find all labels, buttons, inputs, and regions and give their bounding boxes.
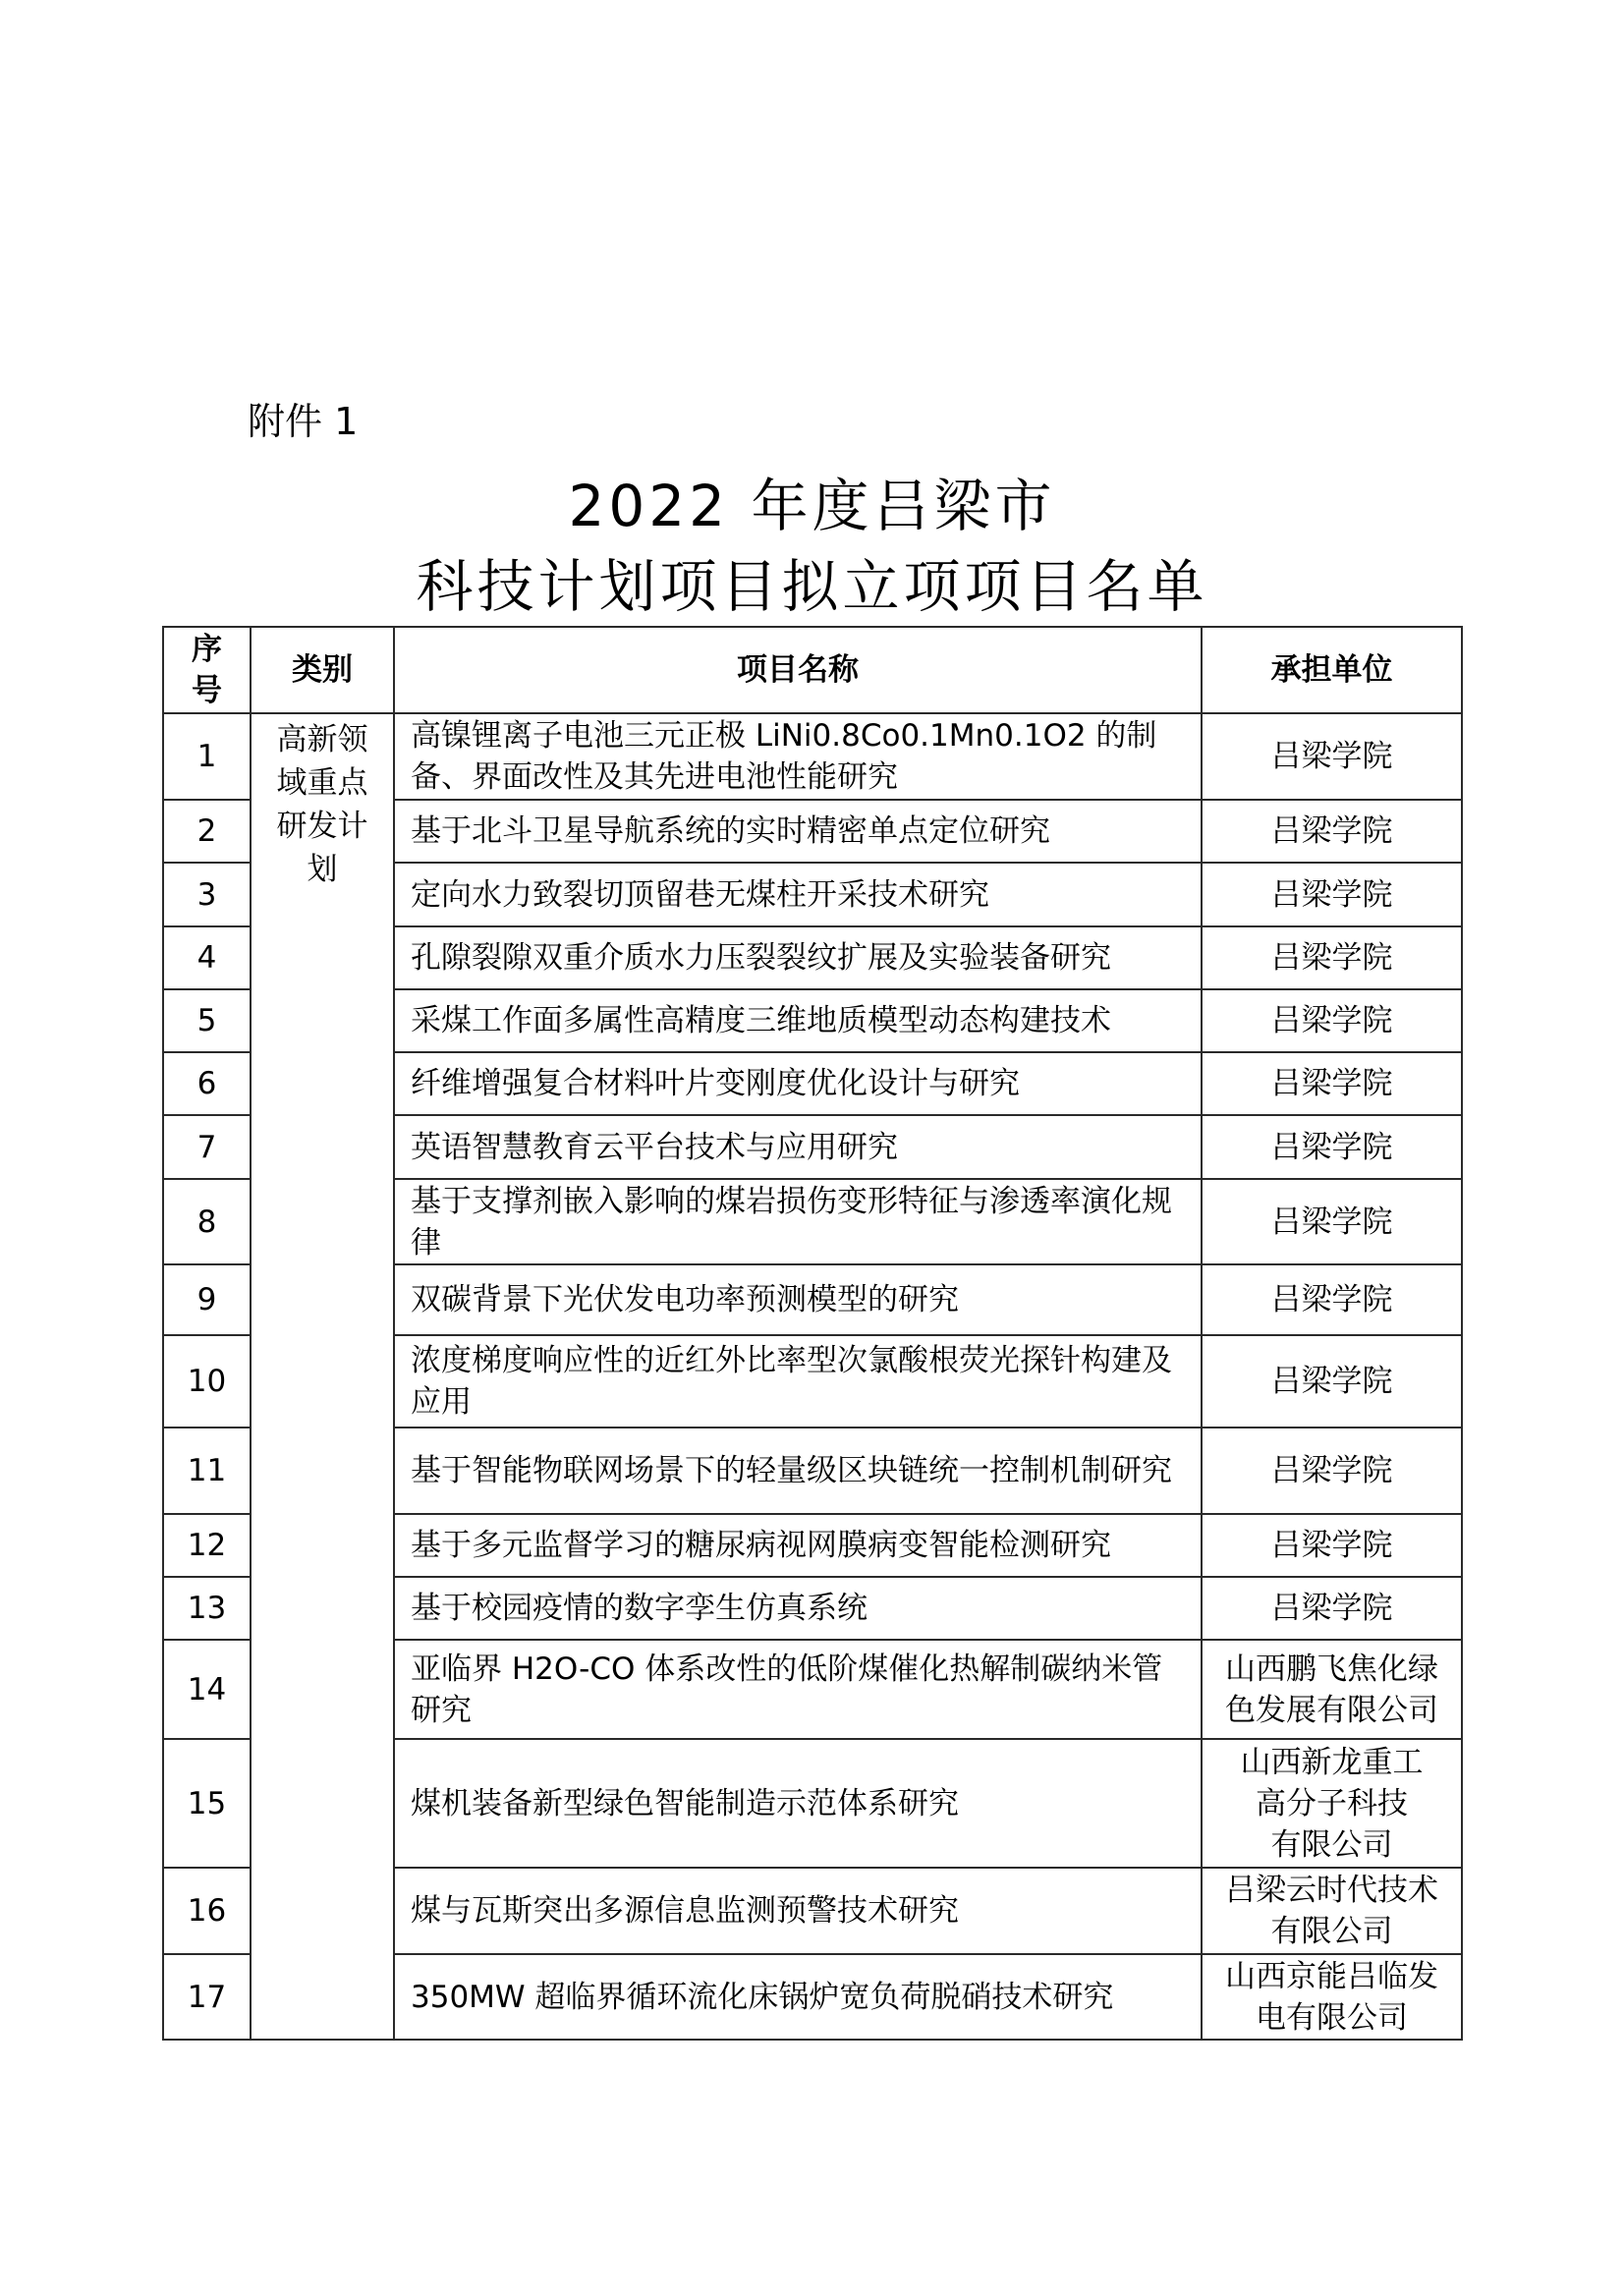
project-unit	[1202, 1264, 1462, 1335]
table-row	[163, 713, 1462, 800]
project-name: 双碳背景下光伏发电功率预测模型的研究	[394, 1264, 1202, 1335]
row-number: 16	[163, 1868, 251, 1954]
row-number: 6	[163, 1052, 251, 1115]
project-unit	[1202, 1179, 1462, 1264]
category-cell	[251, 713, 394, 2040]
project-unit	[1202, 926, 1462, 989]
unit-line: 山西新龙重工	[1240, 1744, 1424, 1780]
project-name: 基于校园疫情的数字孪生仿真系统	[394, 1577, 1202, 1640]
unit-line: 电有限公司	[1256, 1999, 1408, 2036]
unit-line: 吕梁学院	[1270, 1066, 1393, 1101]
project-name: 基于支撑剂嵌入影响的煤岩损伤变形特征与渗透率演化规律	[394, 1179, 1202, 1264]
row-number: 15	[163, 1739, 251, 1868]
header-serial-number	[163, 627, 251, 713]
project-unit	[1202, 800, 1462, 863]
unit-line: 吕梁学院	[1270, 1204, 1393, 1240]
category-label: 高新领域重点研发计划	[276, 722, 368, 887]
unit-line: 吕梁学院	[1270, 1591, 1393, 1626]
unit-line: 吕梁学院	[1270, 1129, 1393, 1165]
header-unit: 承担单位	[1202, 627, 1462, 713]
project-name: 高镍锂离子电池三元正极 LiNi0.8Co0.1Mn0.1O2 的制备、界面改性及其先进电池性能研究	[394, 713, 1202, 800]
project-list-table	[162, 626, 1463, 2041]
project-unit	[1202, 1739, 1462, 1868]
row-number: 14	[163, 1640, 251, 1739]
project-name: 浓度梯度响应性的近红外比率型次氯酸根荧光探针构建及应用	[394, 1335, 1202, 1428]
unit-line: 吕梁学院	[1270, 739, 1393, 774]
project-name: 亚临界 H2O-CO 体系改性的低阶煤催化热解制碳纳米管研究	[394, 1640, 1202, 1739]
project-name: 基于北斗卫星导航系统的实时精密单点定位研究	[394, 800, 1202, 863]
project-unit	[1202, 1954, 1462, 2040]
project-name: 基于多元监督学习的糖尿病视网膜病变智能检测研究	[394, 1514, 1202, 1577]
project-unit	[1202, 989, 1462, 1052]
row-number: 3	[163, 863, 251, 926]
attachment-label: 附件 1	[248, 400, 359, 443]
unit-line: 有限公司	[1270, 1914, 1393, 1949]
table-header-row	[163, 627, 1462, 713]
row-number: 17	[163, 1954, 251, 2040]
row-number: 12	[163, 1514, 251, 1577]
row-number: 7	[163, 1115, 251, 1179]
project-name: 英语智慧教育云平台技术与应用研究	[394, 1115, 1202, 1179]
header-serial-number-line-2: 号	[192, 673, 222, 708]
project-name: 煤与瓦斯突出多源信息监测预警技术研究	[394, 1868, 1202, 1954]
project-name: 采煤工作面多属性高精度三维地质模型动态构建技术	[394, 989, 1202, 1052]
unit-line: 色发展有限公司	[1225, 1692, 1438, 1728]
project-unit	[1202, 713, 1462, 800]
unit-line: 有限公司	[1270, 1826, 1393, 1863]
row-number: 5	[163, 989, 251, 1052]
unit-line: 吕梁学院	[1270, 1453, 1393, 1488]
unit-line: 吕梁学院	[1270, 1282, 1393, 1317]
project-unit	[1202, 1052, 1462, 1115]
header-serial-number-line-1: 序	[192, 632, 222, 667]
project-unit	[1202, 1335, 1462, 1428]
header-category: 类别	[251, 627, 394, 713]
document-title-line-1: 2022 年度吕梁市	[568, 473, 1056, 539]
project-unit	[1202, 1514, 1462, 1577]
row-number: 8	[163, 1179, 251, 1264]
row-number: 1	[163, 713, 251, 800]
unit-line: 吕梁学院	[1270, 1003, 1393, 1038]
unit-line: 吕梁学院	[1270, 1364, 1393, 1399]
project-unit	[1202, 1577, 1462, 1640]
project-name: 孔隙裂隙双重介质水力压裂裂纹扩展及实验装备研究	[394, 926, 1202, 989]
unit-line: 吕梁云时代技术	[1225, 1873, 1438, 1908]
document-title-line-2: 科技计划项目拟立项项目名单	[416, 553, 1208, 620]
project-name: 纤维增强复合材料叶片变刚度优化设计与研究	[394, 1052, 1202, 1115]
project-name: 煤机装备新型绿色智能制造示范体系研究	[394, 1739, 1202, 1868]
row-number: 4	[163, 926, 251, 989]
row-number: 10	[163, 1335, 251, 1428]
row-number: 13	[163, 1577, 251, 1640]
project-name: 350MW 超临界循环流化床锅炉宽负荷脱硝技术研究	[394, 1954, 1202, 2040]
row-number: 11	[163, 1428, 251, 1514]
project-unit	[1202, 1115, 1462, 1179]
header-project-name: 项目名称	[394, 627, 1202, 713]
unit-line: 高分子科技	[1256, 1785, 1408, 1821]
project-name: 基于智能物联网场景下的轻量级区块链统一控制机制研究	[394, 1428, 1202, 1514]
project-name: 定向水力致裂切顶留巷无煤柱开采技术研究	[394, 863, 1202, 926]
row-number: 2	[163, 800, 251, 863]
row-number: 9	[163, 1264, 251, 1335]
unit-line: 山西鹏飞焦化绿	[1225, 1651, 1438, 1687]
unit-line: 吕梁学院	[1270, 876, 1393, 913]
unit-line: 山西京能吕临发	[1225, 1958, 1438, 1994]
unit-line: 吕梁学院	[1270, 940, 1393, 976]
project-unit	[1202, 863, 1462, 926]
project-unit	[1202, 1640, 1462, 1739]
project-unit	[1202, 1868, 1462, 1954]
project-unit	[1202, 1428, 1462, 1514]
unit-line: 吕梁学院	[1270, 1528, 1393, 1563]
unit-line: 吕梁学院	[1270, 813, 1393, 849]
